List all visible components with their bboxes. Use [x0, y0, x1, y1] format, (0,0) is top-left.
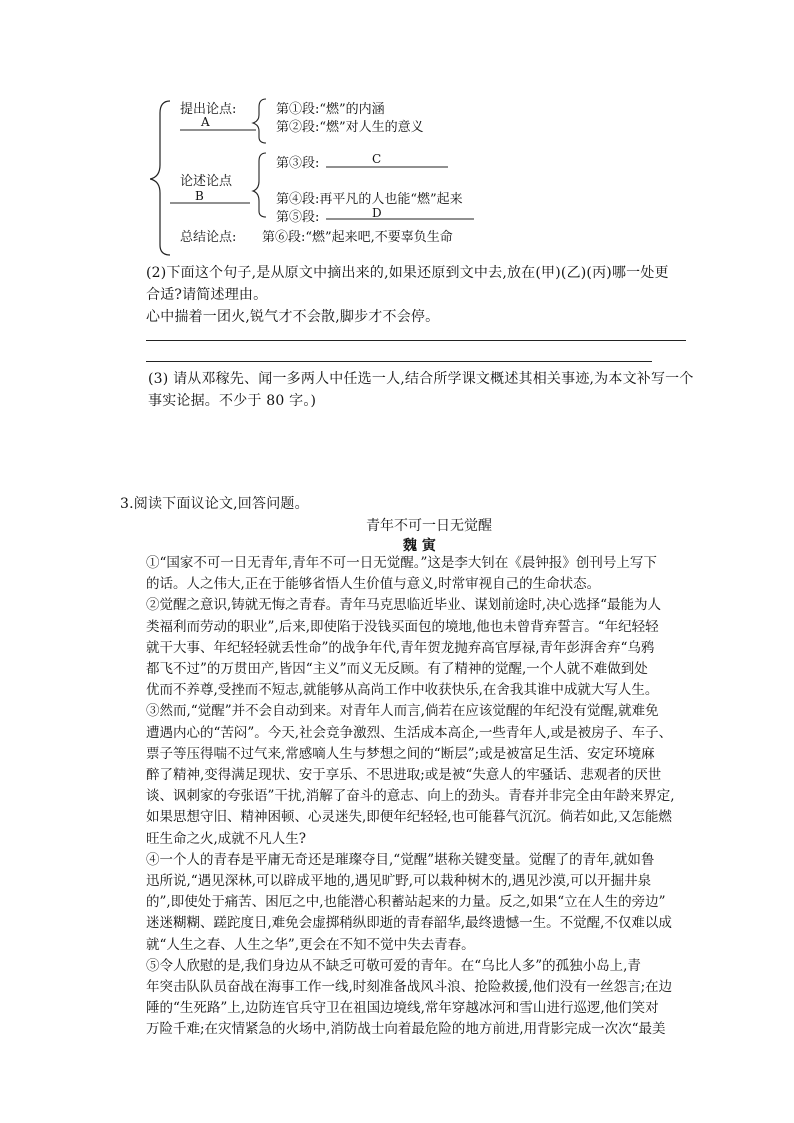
- body-line: 票子等压得喘不过气来,常感嘀人生与梦想之间的“断层”;或是被富足生活、安定环境麻: [146, 745, 655, 762]
- body-line: 迅所说,“遇见深林,可以辟成平地的,遇见旷野,可以栽种树木的,遇见沙漠,可以开掘井泉: [146, 873, 652, 890]
- para5-note: 第⑤段:: [276, 210, 320, 225]
- body-line: 都飞不过”的万贯田产,皆因“主义”而义无反顾。有了精神的觉醒,一个人就不难做到处: [146, 661, 648, 678]
- body-line: 陲的“生死路”上,边防连官兵守卫在祖国边境线,常年穿越冰河和雪山进行巡逻,他们笑对: [146, 1000, 659, 1017]
- q3-line2: 事实论据。不少于 80 字。): [148, 393, 317, 409]
- point2-label: 论述论点: [180, 174, 233, 189]
- body-line: 谈、讽刺家的夸张语”干扰,消解了奋斗的意志、向上的劲头。青春并非完全由年龄来界定,: [146, 788, 675, 805]
- body-line: 类福利而劳动的职业”,后来,即使陷于没钱买面包的境地,他也未曾背弃誓言。“年纪轻轻: [146, 618, 659, 635]
- body-line: ⑤令人欣慰的是,我们身边从不缺乏可敬可爱的青年。在“乌比人多”的孤独小岛上,青: [146, 957, 641, 974]
- answer-line-2[interactable]: [146, 361, 652, 362]
- body-line: 如果思想守旧、精神困顿、心灵迷失,即便年纪轻轻,也可能暮气沉沉。倘若如此,又怎能燃: [146, 809, 672, 826]
- q3-line1: (3) 请从邓稼先、闻一多两人中任选一人,结合所学课文概述其相关事迹,为本文补写一个: [148, 371, 694, 387]
- para2-note: 第②段:“燃”对人生的意义: [276, 120, 424, 135]
- body-line: ①“国家不可一日无青年,青年不可一日无觉醒。”这是李大钊在《晨钟报》创刊号上写下: [146, 555, 657, 571]
- body-line: 就“人生之春、人生之华”,更会在不知不觉中失去青春。: [146, 936, 475, 953]
- para6-note: 第⑥段:“燃”起来吧,不要辜负生命: [262, 230, 453, 245]
- point1-label: 提出论点:: [180, 102, 237, 117]
- para1-note: 第①段:“燃”的内涵: [276, 102, 385, 117]
- point3-label: 总结论点:: [180, 230, 237, 245]
- q2-quote: 心中揣着一团火,锐气才不会散,脚步才不会停。: [146, 309, 440, 325]
- body-line: 优而不养尊,受挫而不短志,就能够从高尚工作中收获快乐,在舍我其谁中成就大写人生。: [146, 682, 659, 699]
- body-line: ③然而,“觉醒”并不会自动到来。对青年人而言,倘若在应该觉醒的年纪没有觉醒,就难免: [146, 703, 659, 720]
- body-line: ②觉醒之意识,铸就无悔之青春。青年马克思临近毕业、谋划前途时,决心选择“最能为人: [146, 597, 661, 614]
- article-body: [146, 553, 706, 1041]
- article-title: 青年不可一日无觉醒: [366, 518, 492, 534]
- q2-line1: (2)下面这个句子,是从原文中摘出来的,如果还原到文中去,放在(甲)(乙)(丙)哪一处更: [146, 265, 669, 281]
- blank-a: A: [201, 115, 210, 129]
- blank-c: C: [372, 152, 382, 166]
- body-line: 年突击队队员奋战在海事工作一线,时刻准备战风斗浪、抢险救援,他们没有一丝怨言;在边: [146, 979, 673, 996]
- body-line: 的”,即使处于痛苦、困厄之中,也能潜心积蓄站起来的力量。反之,如果“立在人生的旁边”: [146, 894, 666, 911]
- body-line: 万险千难;在灾情紧急的火场中,消防战士向着最危险的地方前进,用背影完成一次次“最美: [146, 1021, 666, 1038]
- q2-line2: 合适?请简述理由。: [146, 287, 268, 303]
- body-line: ④一个人的青春是平庸无奇还是璀璨夺目,“觉醒”堪称关键变量。觉醒了的青年,就如鲁: [146, 851, 655, 868]
- body-line: 旺生命之火,成就不凡人生?: [146, 830, 307, 847]
- body-line: 的话。人之伟大,正在于能够省悟人生价值与意义,时常审视自己的生命状态。: [146, 576, 601, 593]
- body-line: 就干大事、年纪轻轻就丢性命”的战争年代,青年贺龙抛弃高官厚禄,青年彭湃舍弃“乌鸦: [146, 639, 655, 656]
- para3-note: 第③段:: [276, 156, 320, 171]
- body-line: 醉了精神,变得满足现状、安于享乐、不思进取;或是被“失意人的牢骚话、悲观者的厌世: [146, 767, 662, 784]
- answer-line-1[interactable]: [146, 340, 686, 341]
- blank-d: D: [372, 206, 382, 220]
- body-line: 遭遇内心的“苦闷”。今天,社会竞争激烈、生活成本高企,一些青年人,或是被房子、车子、: [146, 724, 673, 741]
- body-line: 迷迷糊糊、蹉跎度日,难免会虚掷稍纵即逝的青春韶华,最终遗憾一生。不觉醒,不仅难以成: [146, 915, 672, 932]
- blank-b: B: [195, 189, 204, 203]
- article-author: 魏 寅: [403, 538, 436, 554]
- para4-note: 第④段:再平凡的人也能“燃”起来: [276, 192, 463, 207]
- section-heading: 3.阅读下面议论文,回答问题。: [120, 496, 309, 512]
